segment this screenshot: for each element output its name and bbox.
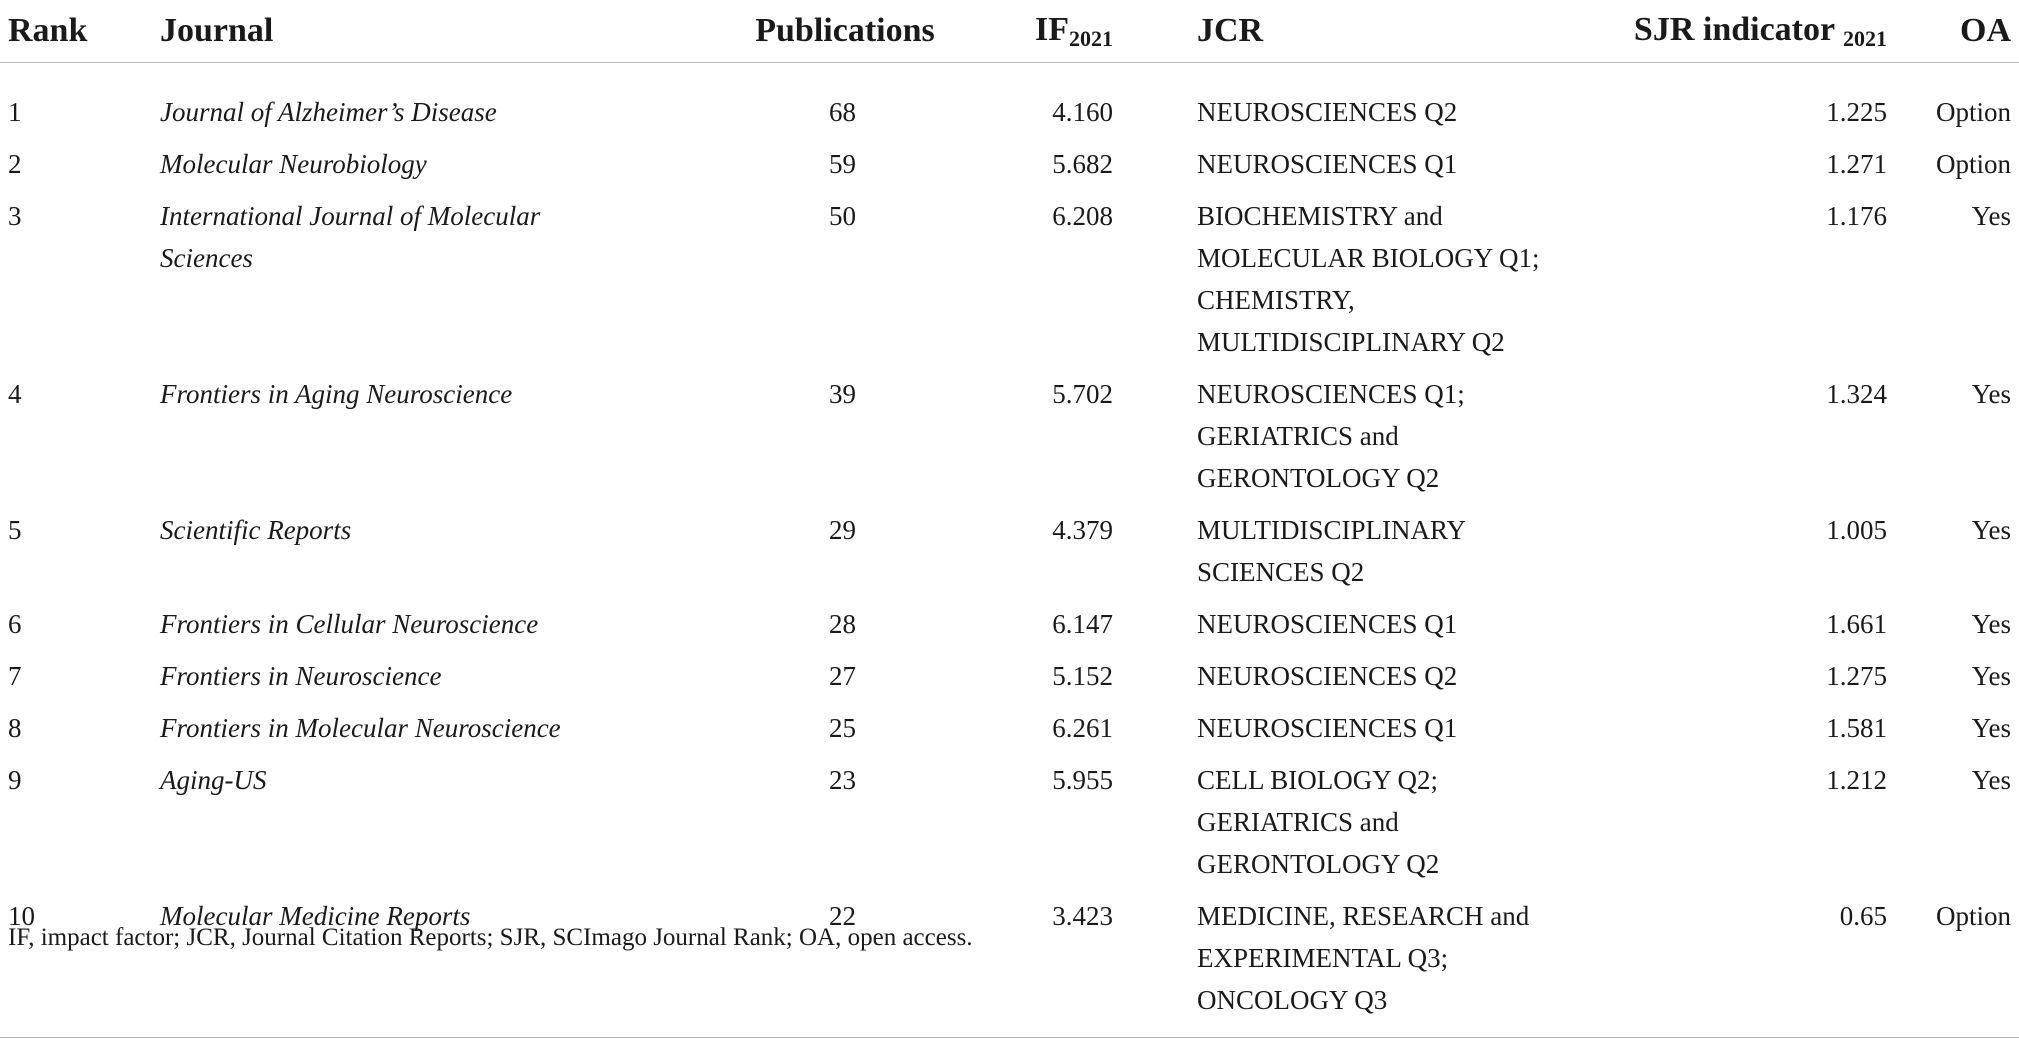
cell-sjr: 1.176 <box>1826 201 1887 231</box>
cell-rank: 1 <box>8 97 22 127</box>
cell-oa: Option <box>1935 97 2011 127</box>
cell-sjr: 1.275 <box>1826 661 1887 691</box>
cell-journal: Molecular Medicine Reports <box>160 901 471 931</box>
cell-sjr: 1.324 <box>1826 379 1887 409</box>
cell-jcr: NEUROSCIENCES Q1 <box>1197 149 1458 179</box>
header-if-year: 2021 <box>1069 25 1113 51</box>
cell-rank: 7 <box>8 661 22 691</box>
table-row <box>0 195 2019 373</box>
cell-sjr: 1.581 <box>1826 713 1887 743</box>
header-publications: Publications <box>755 12 935 49</box>
cell-if: 5.152 <box>1052 661 1113 691</box>
cell-jcr: BIOCHEMISTRY and MOLECULAR BIOLOGY Q1; CHEMISTRY, MULTIDISCIPLINARY Q2 <box>1197 201 1540 357</box>
header-row <box>0 0 2019 63</box>
cell-publications: 39 <box>829 379 856 409</box>
header-rank: Rank <box>8 12 88 49</box>
cell-journal: Journal of Alzheimer’s Disease <box>160 97 497 127</box>
cell-journal: Frontiers in Molecular Neuroscience <box>160 713 561 743</box>
cell-publications: 22 <box>829 901 856 931</box>
cell-if: 6.147 <box>1052 609 1113 639</box>
cell-publications: 59 <box>829 149 856 179</box>
cell-rank: 9 <box>8 765 22 795</box>
cell-oa: Yes <box>1971 661 2011 691</box>
cell-journal: Aging-US <box>160 765 267 795</box>
cell-if: 5.702 <box>1052 379 1113 409</box>
table-footnote: IF, impact factor; JCR, Journal Citation Reports; SJR, SCImago Journal Rank; OA, open access. <box>8 924 973 951</box>
table-body <box>0 63 2019 1038</box>
header-if-label: IF <box>1035 10 1069 48</box>
table-row <box>0 895 2019 1038</box>
header-jcr: JCR <box>1197 12 1264 49</box>
cell-if: 6.261 <box>1052 713 1113 743</box>
cell-sjr: 1.271 <box>1826 149 1887 179</box>
cell-rank: 2 <box>8 149 22 179</box>
table-header <box>0 0 2019 63</box>
cell-oa: Yes <box>1971 379 2011 409</box>
cell-publications: 50 <box>829 201 856 231</box>
cell-publications: 25 <box>829 713 856 743</box>
cell-jcr: MEDICINE, RESEARCH and EXPERIMENTAL Q3; ONCOLOGY Q3 <box>1197 901 1530 1015</box>
cell-publications: 29 <box>829 515 856 545</box>
cell-jcr: NEUROSCIENCES Q1; GERIATRICS and GERONTOLOGY Q2 <box>1197 379 1465 493</box>
cell-sjr: 0.65 <box>1839 901 1887 931</box>
table-row <box>0 63 2019 144</box>
cell-if: 5.682 <box>1052 149 1113 179</box>
cell-jcr: NEUROSCIENCES Q2 <box>1197 97 1458 127</box>
header-sjr <box>1593 0 1887 63</box>
cell-oa: Option <box>1935 901 2011 931</box>
cell-oa: Yes <box>1971 609 2011 639</box>
cell-jcr: MULTIDISCIPLINARY SCIENCES Q2 <box>1197 515 1466 587</box>
table-row <box>0 143 2019 195</box>
cell-rank: 5 <box>8 515 22 545</box>
cell-sjr: 1.661 <box>1826 609 1887 639</box>
header-journal: Journal <box>160 12 274 49</box>
cell-journal: Molecular Neurobiology <box>160 149 427 179</box>
header-if <box>1020 0 1113 63</box>
cell-publications: 27 <box>829 661 856 691</box>
cell-oa: Option <box>1935 149 2011 179</box>
cell-publications: 68 <box>829 97 856 127</box>
cell-oa: Yes <box>1971 713 2011 743</box>
table-row <box>0 707 2019 759</box>
cell-journal: International Journal of Molecular Sciences <box>160 201 541 273</box>
cell-rank: 8 <box>8 713 22 743</box>
table-row <box>0 509 2019 603</box>
cell-if: 6.208 <box>1052 201 1113 231</box>
cell-journal: Frontiers in Aging Neuroscience <box>160 379 513 409</box>
table-row <box>0 603 2019 655</box>
cell-jcr: NEUROSCIENCES Q1 <box>1197 609 1458 639</box>
header-oa: OA <box>1960 12 2011 49</box>
cell-if: 3.423 <box>1052 901 1113 931</box>
cell-sjr: 1.212 <box>1826 765 1887 795</box>
cell-jcr: NEUROSCIENCES Q1 <box>1197 713 1458 743</box>
cell-if: 5.955 <box>1052 765 1113 795</box>
cell-rank: 4 <box>8 379 22 409</box>
table-row <box>0 655 2019 707</box>
cell-jcr: CELL BIOLOGY Q2; GERIATRICS and GERONTOLOGY Q2 <box>1197 765 1440 879</box>
cell-rank: 10 <box>8 901 35 931</box>
header-sjr-label: SJR indicator <box>1633 10 1843 48</box>
cell-sjr: 1.225 <box>1826 97 1887 127</box>
cell-journal: Frontiers in Neuroscience <box>160 661 442 691</box>
cell-rank: 3 <box>8 201 22 231</box>
cell-journal: Frontiers in Cellular Neuroscience <box>160 609 539 639</box>
cell-journal: Scientific Reports <box>160 515 352 545</box>
cell-oa: Yes <box>1971 515 2011 545</box>
cell-rank: 6 <box>8 609 22 639</box>
cell-jcr: NEUROSCIENCES Q2 <box>1197 661 1458 691</box>
cell-if: 4.379 <box>1052 515 1113 545</box>
cell-publications: 23 <box>829 765 856 795</box>
cell-oa: Yes <box>1971 201 2011 231</box>
cell-oa: Yes <box>1971 765 2011 795</box>
table-row <box>0 759 2019 895</box>
cell-publications: 28 <box>829 609 856 639</box>
cell-sjr: 1.005 <box>1826 515 1887 545</box>
header-sjr-year: 2021 <box>1843 25 1887 51</box>
table-row <box>0 373 2019 509</box>
cell-if: 4.160 <box>1052 97 1113 127</box>
